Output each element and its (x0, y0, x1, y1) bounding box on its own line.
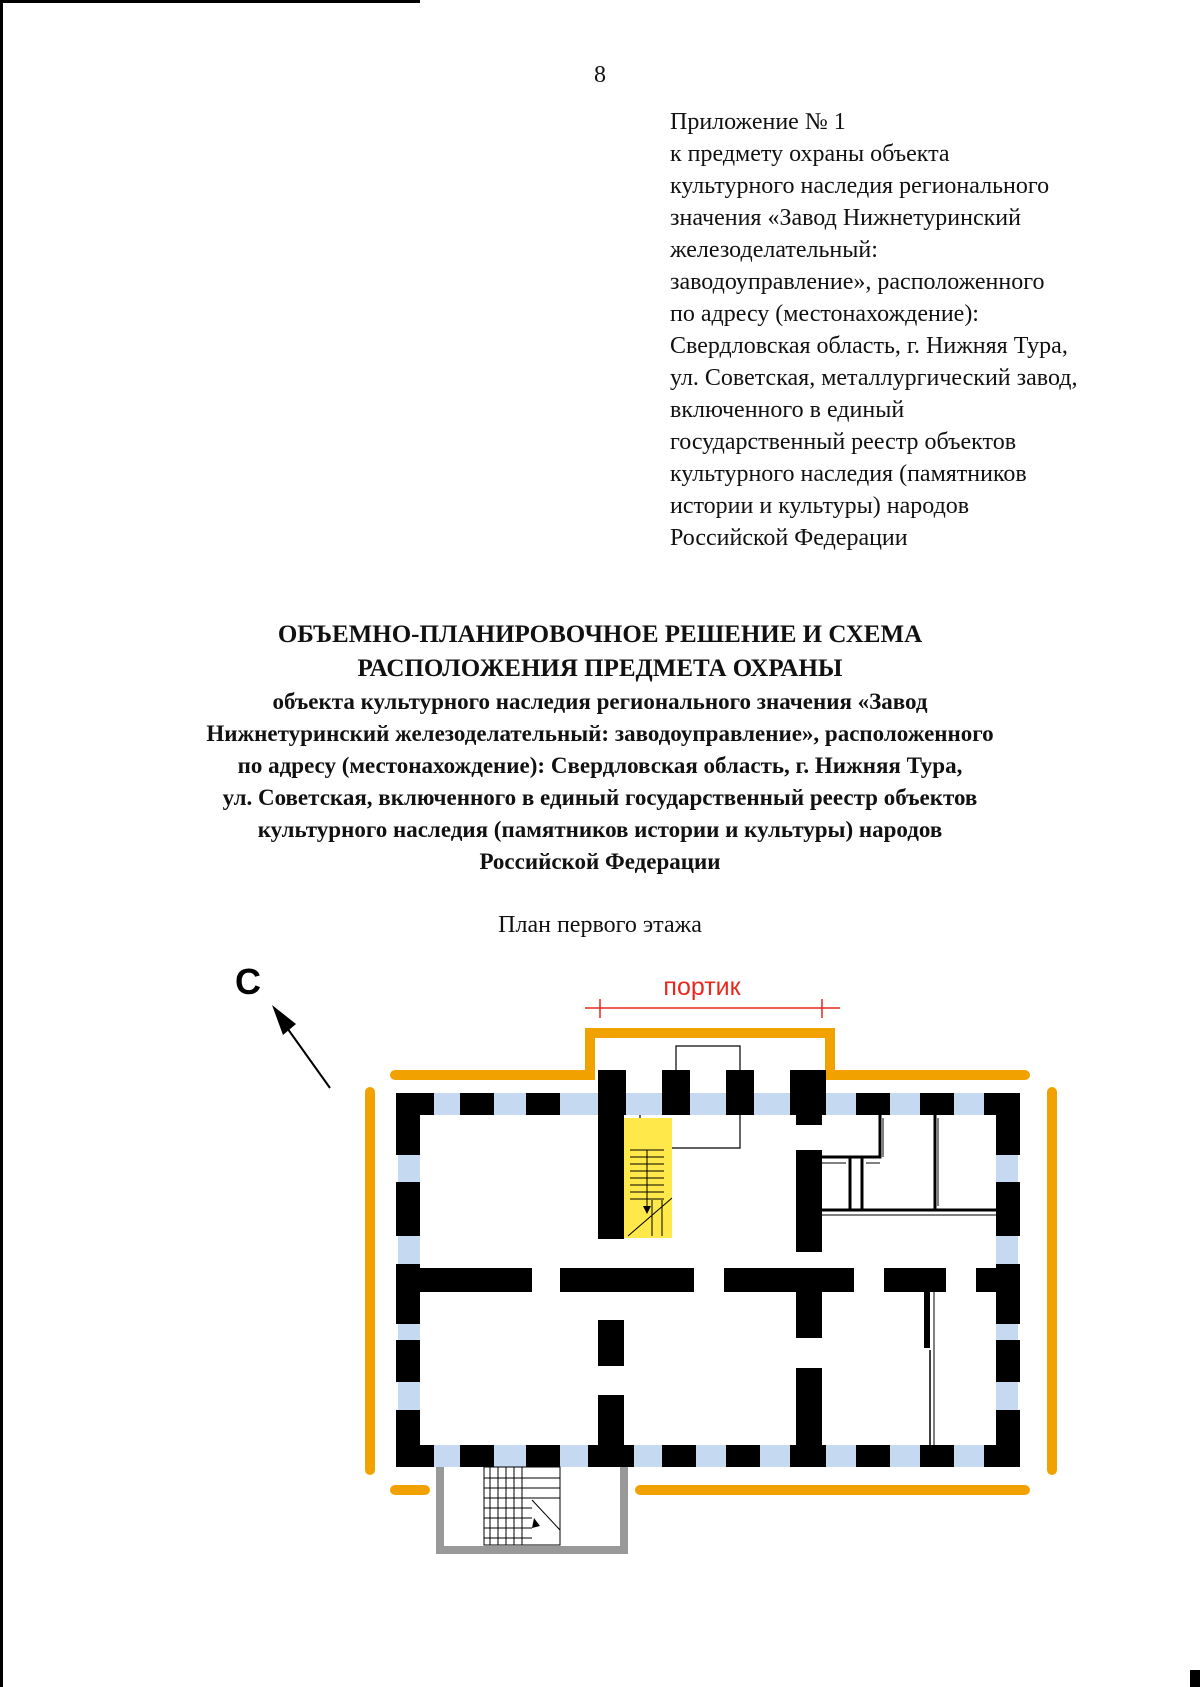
appendix-line: значения «Завод Нижнетуринский (670, 205, 1021, 231)
portico-label: портик (663, 973, 741, 1001)
scan-edge-left (0, 0, 3, 1687)
north-arrow (235, 961, 330, 1088)
scan-edge-corner (1190, 1670, 1200, 1687)
north-label: С (235, 961, 261, 1002)
appendix-line: железоделательный: (670, 237, 878, 263)
appendix-line: Российской Федерации (670, 525, 908, 551)
title-sub-line: Российской Федерации (479, 849, 721, 874)
appendix-line: заводоуправление», расположенного (670, 269, 1045, 295)
appendix-line: по адресу (местонахождение): (670, 301, 979, 327)
appendix-line: Свердловская область, г. Нижняя Тура, (670, 333, 1068, 359)
title-main-line: РАСПОЛОЖЕНИЯ ПРЕДМЕТА ОХРАНЫ (357, 655, 843, 682)
appendix-line: культурного наследия (памятников (670, 461, 1027, 487)
north-arrow-head (272, 1005, 296, 1035)
stair-main (624, 1118, 672, 1238)
appendix-line: включенного в единый (670, 397, 905, 423)
title-sub-line: ул. Советская, включенного в единый государственный реестр объектов (222, 785, 978, 810)
appendix-line: ул. Советская, металлургический завод, (670, 365, 1078, 391)
title-main-line: ОБЪЕМНО-ПЛАНИРОВОЧНОЕ РЕШЕНИЕ И СХЕМА (277, 621, 923, 648)
title-sub-line: культурного наследия (памятников истории и культуры) народов (257, 817, 943, 842)
page-number: 8 (594, 62, 606, 88)
appendix-line: к предмету охраны объекта (670, 141, 950, 167)
title-sub-line: объекта культурного наследия регионального значения «Завод (272, 689, 928, 714)
walls (396, 1070, 1020, 1467)
plan-caption: План первого этажа (498, 912, 702, 938)
partition-lower-right (924, 1292, 934, 1445)
title-sub-line: Нижнетуринский железоделательный: заводоуправление», расположенного (206, 721, 994, 746)
scan-edge-top (0, 0, 420, 3)
appendix-line: государственный реестр объектов (670, 429, 1017, 455)
title-sub-line: по адресу (местонахождение): Свердловская область, г. Нижняя Тура, (237, 753, 963, 778)
partition-details (822, 1118, 996, 1215)
rear-porch (440, 1467, 624, 1550)
partitions (822, 1115, 996, 1210)
appendix-line: истории и культуры) народов (670, 493, 970, 519)
appendix-line: Приложение № 1 (670, 109, 846, 135)
portico-dimension (585, 973, 840, 1018)
appendix-line: культурного наследия регионального (670, 173, 1050, 199)
